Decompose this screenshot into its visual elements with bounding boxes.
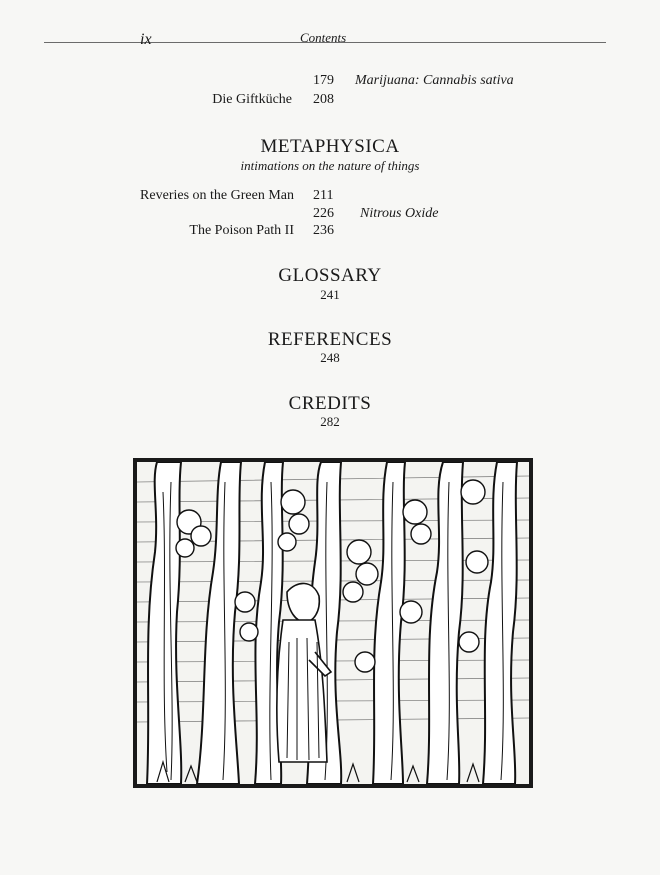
toc-entry-page: 208: [313, 92, 334, 107]
section-title-glossary: GLOSSARY: [278, 265, 382, 286]
toc-entry-right: Marijuana: Cannabis sativa: [355, 73, 514, 88]
running-head: Contents: [300, 30, 347, 45]
toc-entry-page: 236: [313, 223, 334, 238]
toc-entry-left: The Poison Path II: [189, 223, 294, 238]
section-title-credits: CREDITS: [288, 393, 372, 414]
toc-entry-left: Die Giftküche: [212, 92, 292, 107]
section-title-metaphysica: METAPHYSICA: [260, 136, 400, 157]
woodcut-forest-figure-icon: [137, 462, 529, 784]
toc-entry-page: 179: [313, 73, 334, 88]
page-number: ix: [140, 31, 152, 48]
section-title-references: REFERENCES: [267, 329, 393, 350]
section-page-number: 241: [320, 287, 340, 302]
section-page-number: 282: [320, 414, 340, 429]
section-page-number: 248: [320, 350, 340, 365]
toc-entry-left: Reveries on the Green Man: [140, 188, 294, 203]
toc-entry-page: 226: [313, 206, 334, 221]
toc-entry-right: Nitrous Oxide: [360, 206, 439, 221]
toc-entry-page: 211: [313, 188, 334, 203]
section-subtitle: intimations on the nature of things: [240, 158, 420, 173]
woodcut-illustration: [133, 458, 533, 788]
